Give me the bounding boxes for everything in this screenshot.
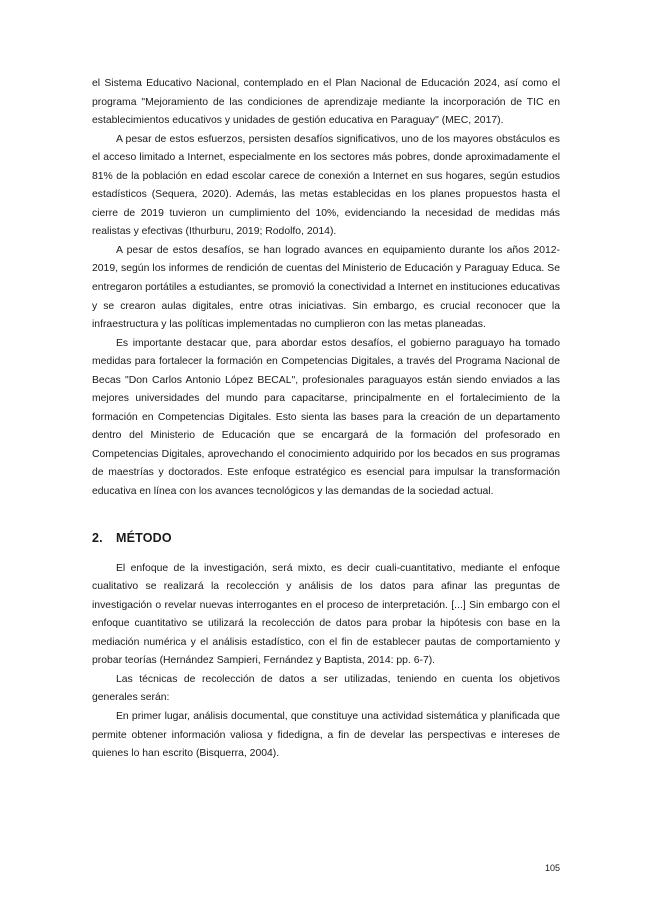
paragraph-digital-competencies: Es importante destacar que, para abordar estos desafíos, el gobierno paraguayo ha tomado medidas para fortalecer la formación en Competencias Digitales, a través del Programa Nacional de Becas "Don Carlos Antonio López BECAL", profesionales paraguayos están siendo enviados a las mejores universidades del mundo para capacitarse, principalmente en el fortalecimiento de la formación en Competencias Digitales. Esto sienta las bases para la creación de un departamento dentro del Ministerio de Educación que se encargará de la formación del profesorado en Competencias Digitales, aprovechando el conocimiento adquirido por los becados en sus programas de maestrías y doctorados. Este enfoque estratégico es esencial para impulsar la transformación educativa en línea con los avances tecnológicos y las demandas de la sociedad actual.	[92, 337, 560, 498]
paragraph-advances: A pesar de estos desafíos, se han logrado avances en equipamiento durante los años 2012-2019, según los informes de rendición de cuentas del Ministerio de Educación y Paraguay Educa. Se entregaron portátiles a estudiantes, se promovió la conectividad a Internet en instituciones educativas y se crearon aulas digitales, entre otras iniciativas. Sin embargo, es crucial reconocer que la infraestructura y las políticas implementadas no cumplieron con las metas planeadas.	[92, 244, 560, 331]
section-heading	[92, 529, 560, 547]
paragraph-data-techniques: Las técnicas de recolección de datos a ser utilizadas, teniendo en cuenta los objetivos generales serán:	[92, 673, 560, 704]
paragraph-continuation: el Sistema Educativo Nacional, contemplado en el Plan Nacional de Educación 2024, así como el programa "Mejoramiento de las condiciones de aprendizaje mediante la incorporación de TIC en establecimientos educativos y unidades de gestión educativa en Paraguay" (MEC, 2017).	[92, 78, 560, 127]
paragraph-document-analysis: En primer lugar, análisis documental, que constituye una actividad sistemática y planificada que permite obtener información valiosa y fidedigna, a fin de develar las perspectivas e intereses de quienes lo han escrito (Bisquerra, 2004).	[92, 710, 560, 760]
page-number: 105	[544, 863, 560, 873]
paragraph-challenges: A pesar de estos esfuerzos, persisten desafíos significativos, uno de los mayores obstáculos es el acceso limitado a Internet, especialmente en los sectores más pobres, donde aproximadamente el 81% de la población en edad escolar carece de conexión a Internet en sus hogares, según estudios estadísticos (Sequera, 2020). Además, las metas establecidas en los planes propuestos hasta el cierre de 2019 tuvieron un cumplimiento del 10%, evidenciando la necesidad de medidas más realistas y efectivas (Ithurburu, 2019; Rodolfo, 2014).	[92, 133, 560, 238]
document-page	[92, 75, 560, 764]
paragraph-method-approach: El enfoque de la investigación, será mixto, es decir cuali-cuantitativo, mediante el enfoque cualitativo se realizará la recolección y análisis de los datos para afinar las preguntas de investigación o revelar nuevas interrogantes en el proceso de interpretación. [...] Sin embargo con el enfoque cuantitativo se utilizará la recolección de datos para probar la hipótesis con base en la mediación numérica y el análisis estadístico, con el fin de establecer pautas de comportamiento y probar teorías (Hernández Sampieri, Fernández y Baptista, 2014: pp. 6-7).	[92, 562, 560, 667]
section-title: MÉTODO	[116, 530, 172, 545]
section-number: 2.	[92, 530, 103, 545]
